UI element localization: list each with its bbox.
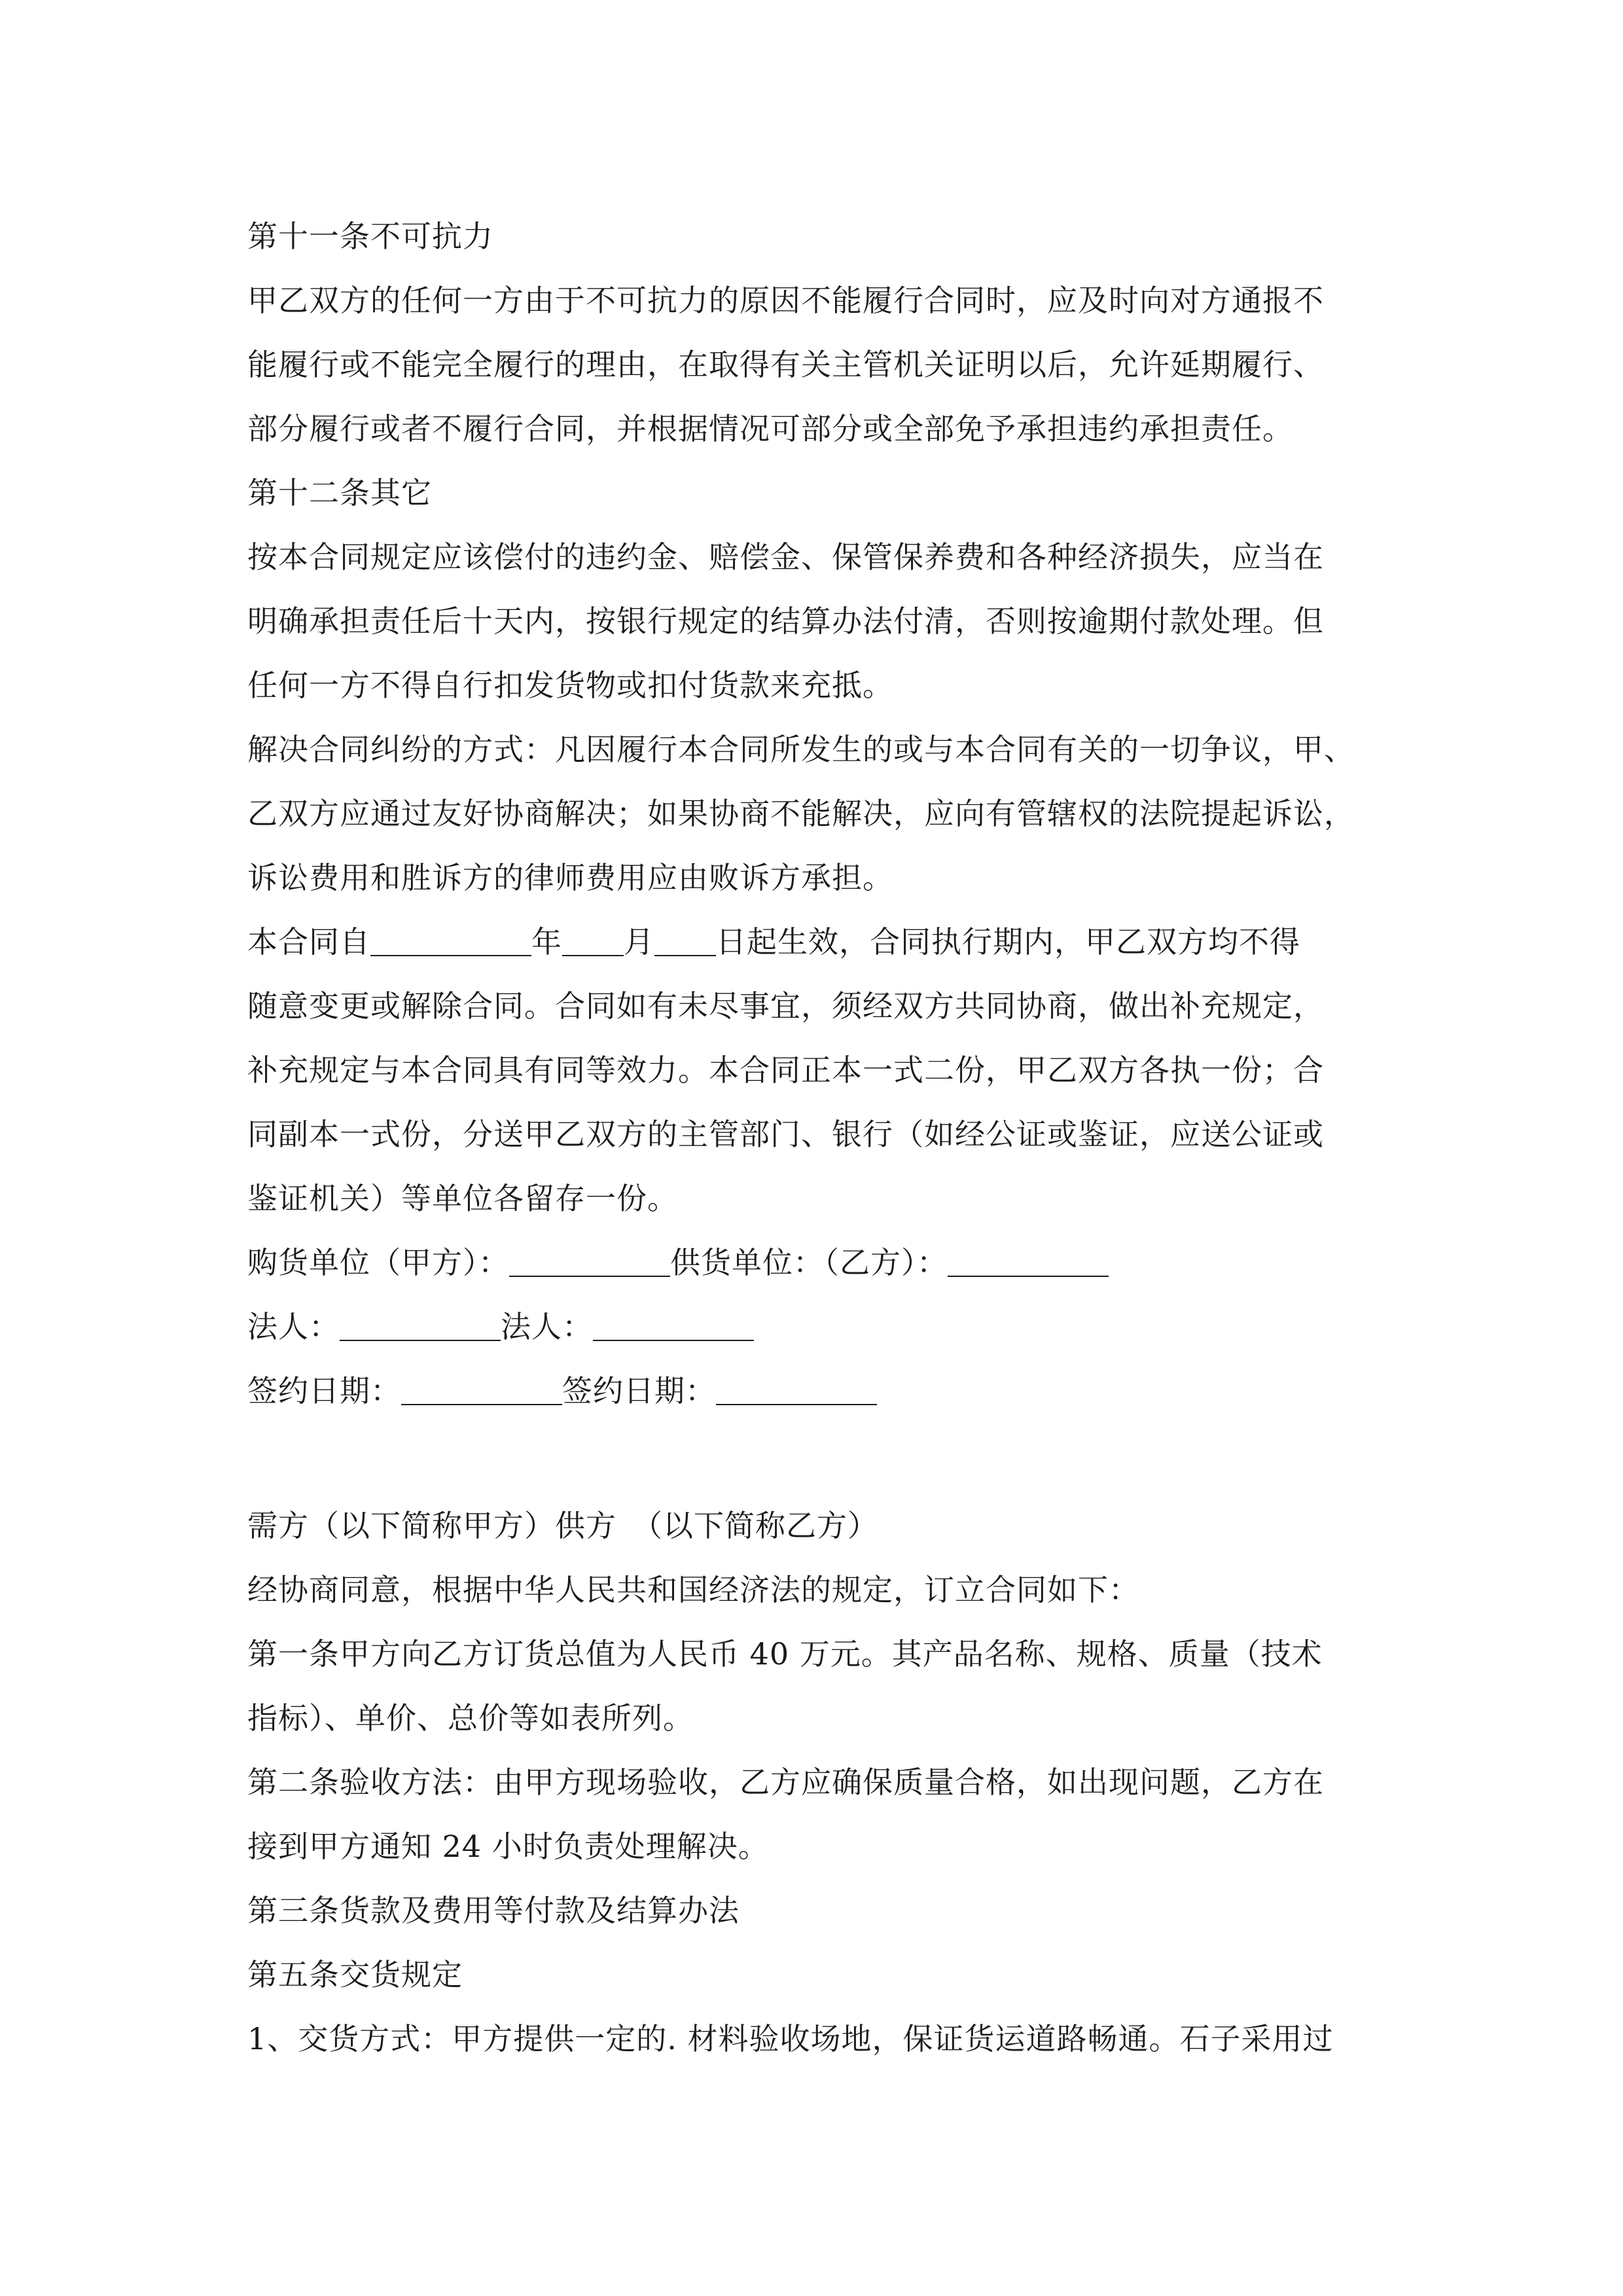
section-gap (247, 1423, 1399, 1494)
buyer-label: 购货单位（甲方）： (247, 1245, 509, 1280)
legal-person-blank-2[interactable] (593, 1312, 754, 1341)
signing-date-label-1: 签约日期： (247, 1373, 401, 1408)
paragraph-line: 甲乙双方的任何一方由于不可抗力的原因不能履行合同时，应及时向对方通报不 (247, 283, 1324, 318)
paragraph-line: 乙双方应通过友好协商解决；如果协商不能解决，应向有管辖权的法院提起诉讼， (247, 796, 1355, 831)
month-blank[interactable] (562, 927, 624, 956)
year-label: 年 (531, 924, 562, 960)
paragraph-line: 第一条甲方向乙方订货总值为人民币 40 万元。其产品名称、规格、质量（技术 (247, 1636, 1323, 1672)
paragraph-line: 鉴证机关）等单位各留存一份。 (247, 1181, 678, 1216)
paragraph-line: 第二条验收方法：由甲方现场验收，乙方应确保质量合格，如出现问题，乙方在 (247, 1765, 1324, 1800)
seller-label: 供货单位：（乙方）： (670, 1245, 948, 1280)
buyer-seller-line (247, 1230, 1399, 1295)
paragraph-line: 接到甲方通知 24 小时负责处理解决。 (247, 1829, 769, 1864)
signing-date-blank-1[interactable] (401, 1376, 562, 1405)
paragraph-line: 诉讼费用和胜诉方的律师费用应由败诉方承担。 (247, 860, 893, 895)
parties-heading: 需方（以下简称甲方）供方 （以下简称乙方） (247, 1508, 878, 1543)
paragraph-line: 解决合同纠纷的方式：凡因履行本合同所发生的或与本合同有关的一切争议，甲、 (247, 732, 1355, 767)
paragraph-line: 指标）、单价、总价等如表所列。 (247, 1700, 694, 1736)
signing-date-blank-2[interactable] (716, 1376, 877, 1405)
effective-date-line (247, 910, 1399, 974)
year-blank[interactable] (370, 927, 531, 956)
seller-blank[interactable] (948, 1248, 1109, 1277)
paragraph-line: 1、交货方式：甲方提供一定的. 材料验收场地，保证货运道路畅通。石子采用过 (247, 2021, 1334, 2056)
paragraph-line: 能履行或不能完全履行的理由，在取得有关主管机关证明以后，允许延期履行、 (247, 347, 1324, 382)
paragraph-line: 部分履行或者不履行合同，并根据情况可部分或全部免予承担违约承担责任。 (247, 411, 1293, 446)
article-3-heading: 第三条货款及费用等付款及结算办法 (247, 1893, 740, 1928)
signing-date-label-2: 签约日期： (562, 1373, 716, 1408)
effective-suffix: 日起生效，合同执行期内，甲乙双方均不得 (716, 924, 1300, 960)
article-12-heading: 第十二条其它 (247, 475, 432, 511)
month-label: 月 (624, 924, 654, 960)
paragraph-line: 经协商同意，根据中华人民共和国经济法的规定，订立合同如下： (247, 1572, 1139, 1607)
article-11-heading: 第十一条不可抗力 (247, 219, 493, 254)
paragraph-line: 同副本一式份，分送甲乙双方的主管部门、银行（如经公证或鉴证，应送公证或 (247, 1117, 1324, 1152)
legal-person-line (247, 1295, 1399, 1359)
legal-person-label-2: 法人： (501, 1309, 593, 1344)
paragraph-line: 补充规定与本合同具有同等效力。本合同正本一式二份，甲乙双方各执一份；合 (247, 1052, 1324, 1088)
paragraph-line: 随意变更或解除合同。合同如有未尽事宜，须经双方共同协商，做出补充规定， (247, 988, 1324, 1024)
paragraph-line: 任何一方不得自行扣发货物或扣付货款来充抵。 (247, 668, 893, 703)
day-blank[interactable] (654, 927, 716, 956)
paragraph-line: 按本合同规定应该偿付的违约金、赔偿金、保管保养费和各种经济损失，应当在 (247, 539, 1324, 575)
legal-person-blank-1[interactable] (340, 1312, 501, 1341)
effective-prefix: 本合同自 (247, 924, 370, 960)
article-5-heading: 第五条交货规定 (247, 1957, 463, 1992)
signing-date-line (247, 1359, 1399, 1423)
buyer-blank[interactable] (509, 1248, 670, 1277)
paragraph-line: 明确承担责任后十天内，按银行规定的结算办法付清，否则按逾期付款处理。但 (247, 603, 1324, 639)
document-body (247, 204, 1399, 2071)
legal-person-label-1: 法人： (247, 1309, 340, 1344)
